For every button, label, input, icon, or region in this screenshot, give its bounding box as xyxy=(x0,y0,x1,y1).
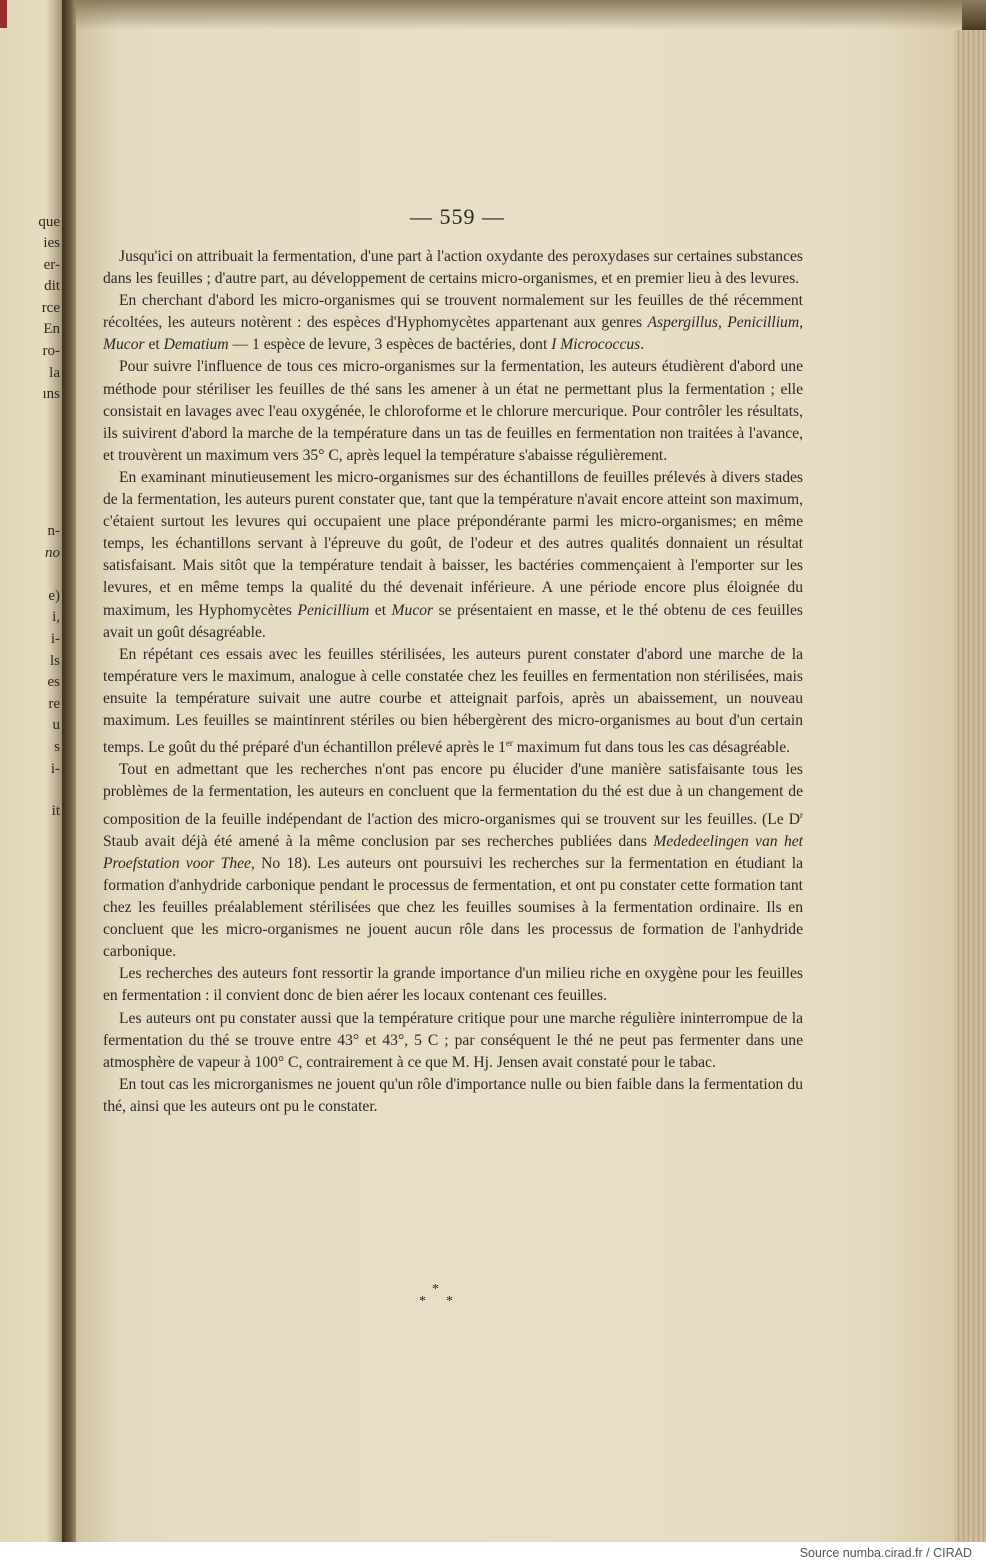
left-fragment: i- xyxy=(50,761,60,777)
left-fragment: ls xyxy=(49,653,60,669)
left-fragment: ro- xyxy=(42,343,60,359)
left-fragment: u xyxy=(52,717,60,733)
page-edges xyxy=(955,30,986,1542)
left-fragment: i- xyxy=(50,631,60,647)
left-page-sliver xyxy=(0,0,66,1542)
left-fragment: ies xyxy=(43,235,60,251)
asterisk: * xyxy=(432,1282,439,1297)
source-credit: Source numba.cirad.fr / CIRAD xyxy=(799,1546,972,1560)
left-fragment: En xyxy=(43,321,60,337)
paragraph: En cherchant d'abord les micro-organismes qui se trouvent normalement sur les feuilles de thé récemment récoltées, les auteurs notèrent : des espèces d'Hyphomycètes appartenant aux genres Aspergillus, Penicillium, Mucor et Dematium — 1 espèce de levure, 3 espèces de bactéries, dont I Micrococcus. xyxy=(103,292,804,354)
paragraph: Pour suivre l'influence de tous ces micro-organismes sur la fermentation, les auteurs étudièrent d'abord une méthode pour stériliser les feuilles de thé sans les amener à un état ne permettant plus la fermentation ; elle consistait en lavages avec l'eau oxygénée, le chloroforme et le chlorure mercurique. Pour contrôler les résultats, ils suivirent d'abord la marche de la température dans un tas de feuilles en fermentation non traitées à l'avance, et trouvèrent un maximum vers 35° C, après lequel la température s'abaisse régulièrement. xyxy=(103,358,803,464)
paragraph: Les recherches des auteurs font ressortir la grande importance d'un milieu riche en oxygène pour les feuilles en fermentation : il convient donc de bien aérer les locaux contenant ces feuilles. xyxy=(103,965,803,1005)
asterisk: * xyxy=(419,1294,426,1309)
paragraph: En répétant ces essais avec les feuilles stérilisées, les auteurs purent constater d'abord une marche de la température vers le maximum, analogue à celle constatée chez les feuilles en fermentation non stérilisées, mais ensuite la température suivait une autre courbe et atteignait parfois, après un abaissement, un nouveau maximum. Les feuilles se maintinrent stériles ou bien hébergèrent des micro-organismes au bout d'un certain temps. Le goût du thé préparé d'un échantillon prélevé après le 1er maximum fut dans tous les cas désagréable. xyxy=(103,645,803,757)
left-fragment: no xyxy=(45,545,60,561)
asterisk: * xyxy=(446,1294,453,1309)
paragraph: En tout cas les microrganismes ne jouent qu'un rôle d'importance nulle ou bien faible dans la fermentation du thé, ainsi que les auteurs ont pu le constater. xyxy=(103,1075,803,1115)
left-fragment: i, xyxy=(52,609,60,625)
footer-bar xyxy=(0,1542,986,1566)
body-text xyxy=(103,246,803,1118)
left-fragment: que xyxy=(38,214,60,230)
left-fragment: er- xyxy=(43,257,60,273)
left-fragment: e) xyxy=(48,588,60,604)
left-fragment: s xyxy=(54,739,60,755)
paragraph: Tout en admettant que les recherches n'ont pas encore pu élucider d'une manière satisfaisante tous les problèmes de la fermentation, les auteurs en concluent que la fermentation du thé est due à un changement de composition de la feuille indépendant de l'action des micro-organismes qui se trouvent sur les feuilles. (Le $D^r$ Staub avait déjà été amené à la même conclusion par ses recherches publiées dans Mededeelingen van het Proefstation voor Thee, No 18). Les auteurs ont poursuivi les recherches sur la fermentation en étudiant la formation d'anhydride carbonique pendant le processus de fermentation, et ont pu constater cette formation tant chez les feuilles préalablement stérilisées que chez les feuilles soumises à la fermentation ordinaire. Ils en concluent que les micro-organismes ne jouent aucun rôle dans les processus de formation de l'anhydride carbonique. xyxy=(103,761,804,961)
left-fragment: rce xyxy=(41,300,60,316)
left-fragment: n- xyxy=(47,523,60,539)
paragraph: Jusqu'ici on attribuait la fermentation, d'une part à l'action oxydante des peroxydases sur certaines substances dans les feuilles ; d'autre part, au développement de certains micro-organismes, et en premier lieu à des levures. xyxy=(103,248,803,288)
paragraph: En examinant minutieusement les micro-organismes sur des échantillons de feuilles prélevés à divers stades de la fermentation, les auteurs purent constater que, tant que la température n'avait encore atteint son maximum, c'étaient surtout les levures qui occupaient une place prépondérante parmi les micro-organismes; en même temps, les échantillons servant à l'épreuve du goût, de l'odeur et des autres qualités donnaient un résultat satisfaisant. Mais sitôt que la température tendait à baisser, les bactéries commençaient à l'emporter sur les levures, et en même temps la qualité du thé devenait inférieure. A une période encore plus éloignée du maximum, les Hyphomycètes Penicillium et Mucor se présentaient en masse, et le thé obtenu de ces feuilles avait un goût désagréable. xyxy=(103,468,803,641)
left-fragment: es xyxy=(47,674,60,690)
left-fragment: it xyxy=(51,803,60,819)
asterism xyxy=(413,1282,459,1312)
top-shadow xyxy=(76,0,986,30)
red-bookmark xyxy=(0,0,7,28)
left-fragment: ıns xyxy=(42,386,60,402)
page-number: — 559 — xyxy=(410,204,505,229)
left-fragment: dit xyxy=(44,278,60,294)
paragraph: Les auteurs ont pu constater aussi que la température critique pour une marche régulière ininterrompue de la fermentation du thé se trouve entre 43° et 43°, 5 C ; par conséquent le thé ne peut pas fermenter dans une atmosphère de vapeur à 100° C, contrairement à ce que M. Hj. Jensen avait constaté pour le tabac. xyxy=(103,1009,803,1071)
left-fragment: la xyxy=(49,365,60,381)
left-fragment: re xyxy=(48,696,60,712)
